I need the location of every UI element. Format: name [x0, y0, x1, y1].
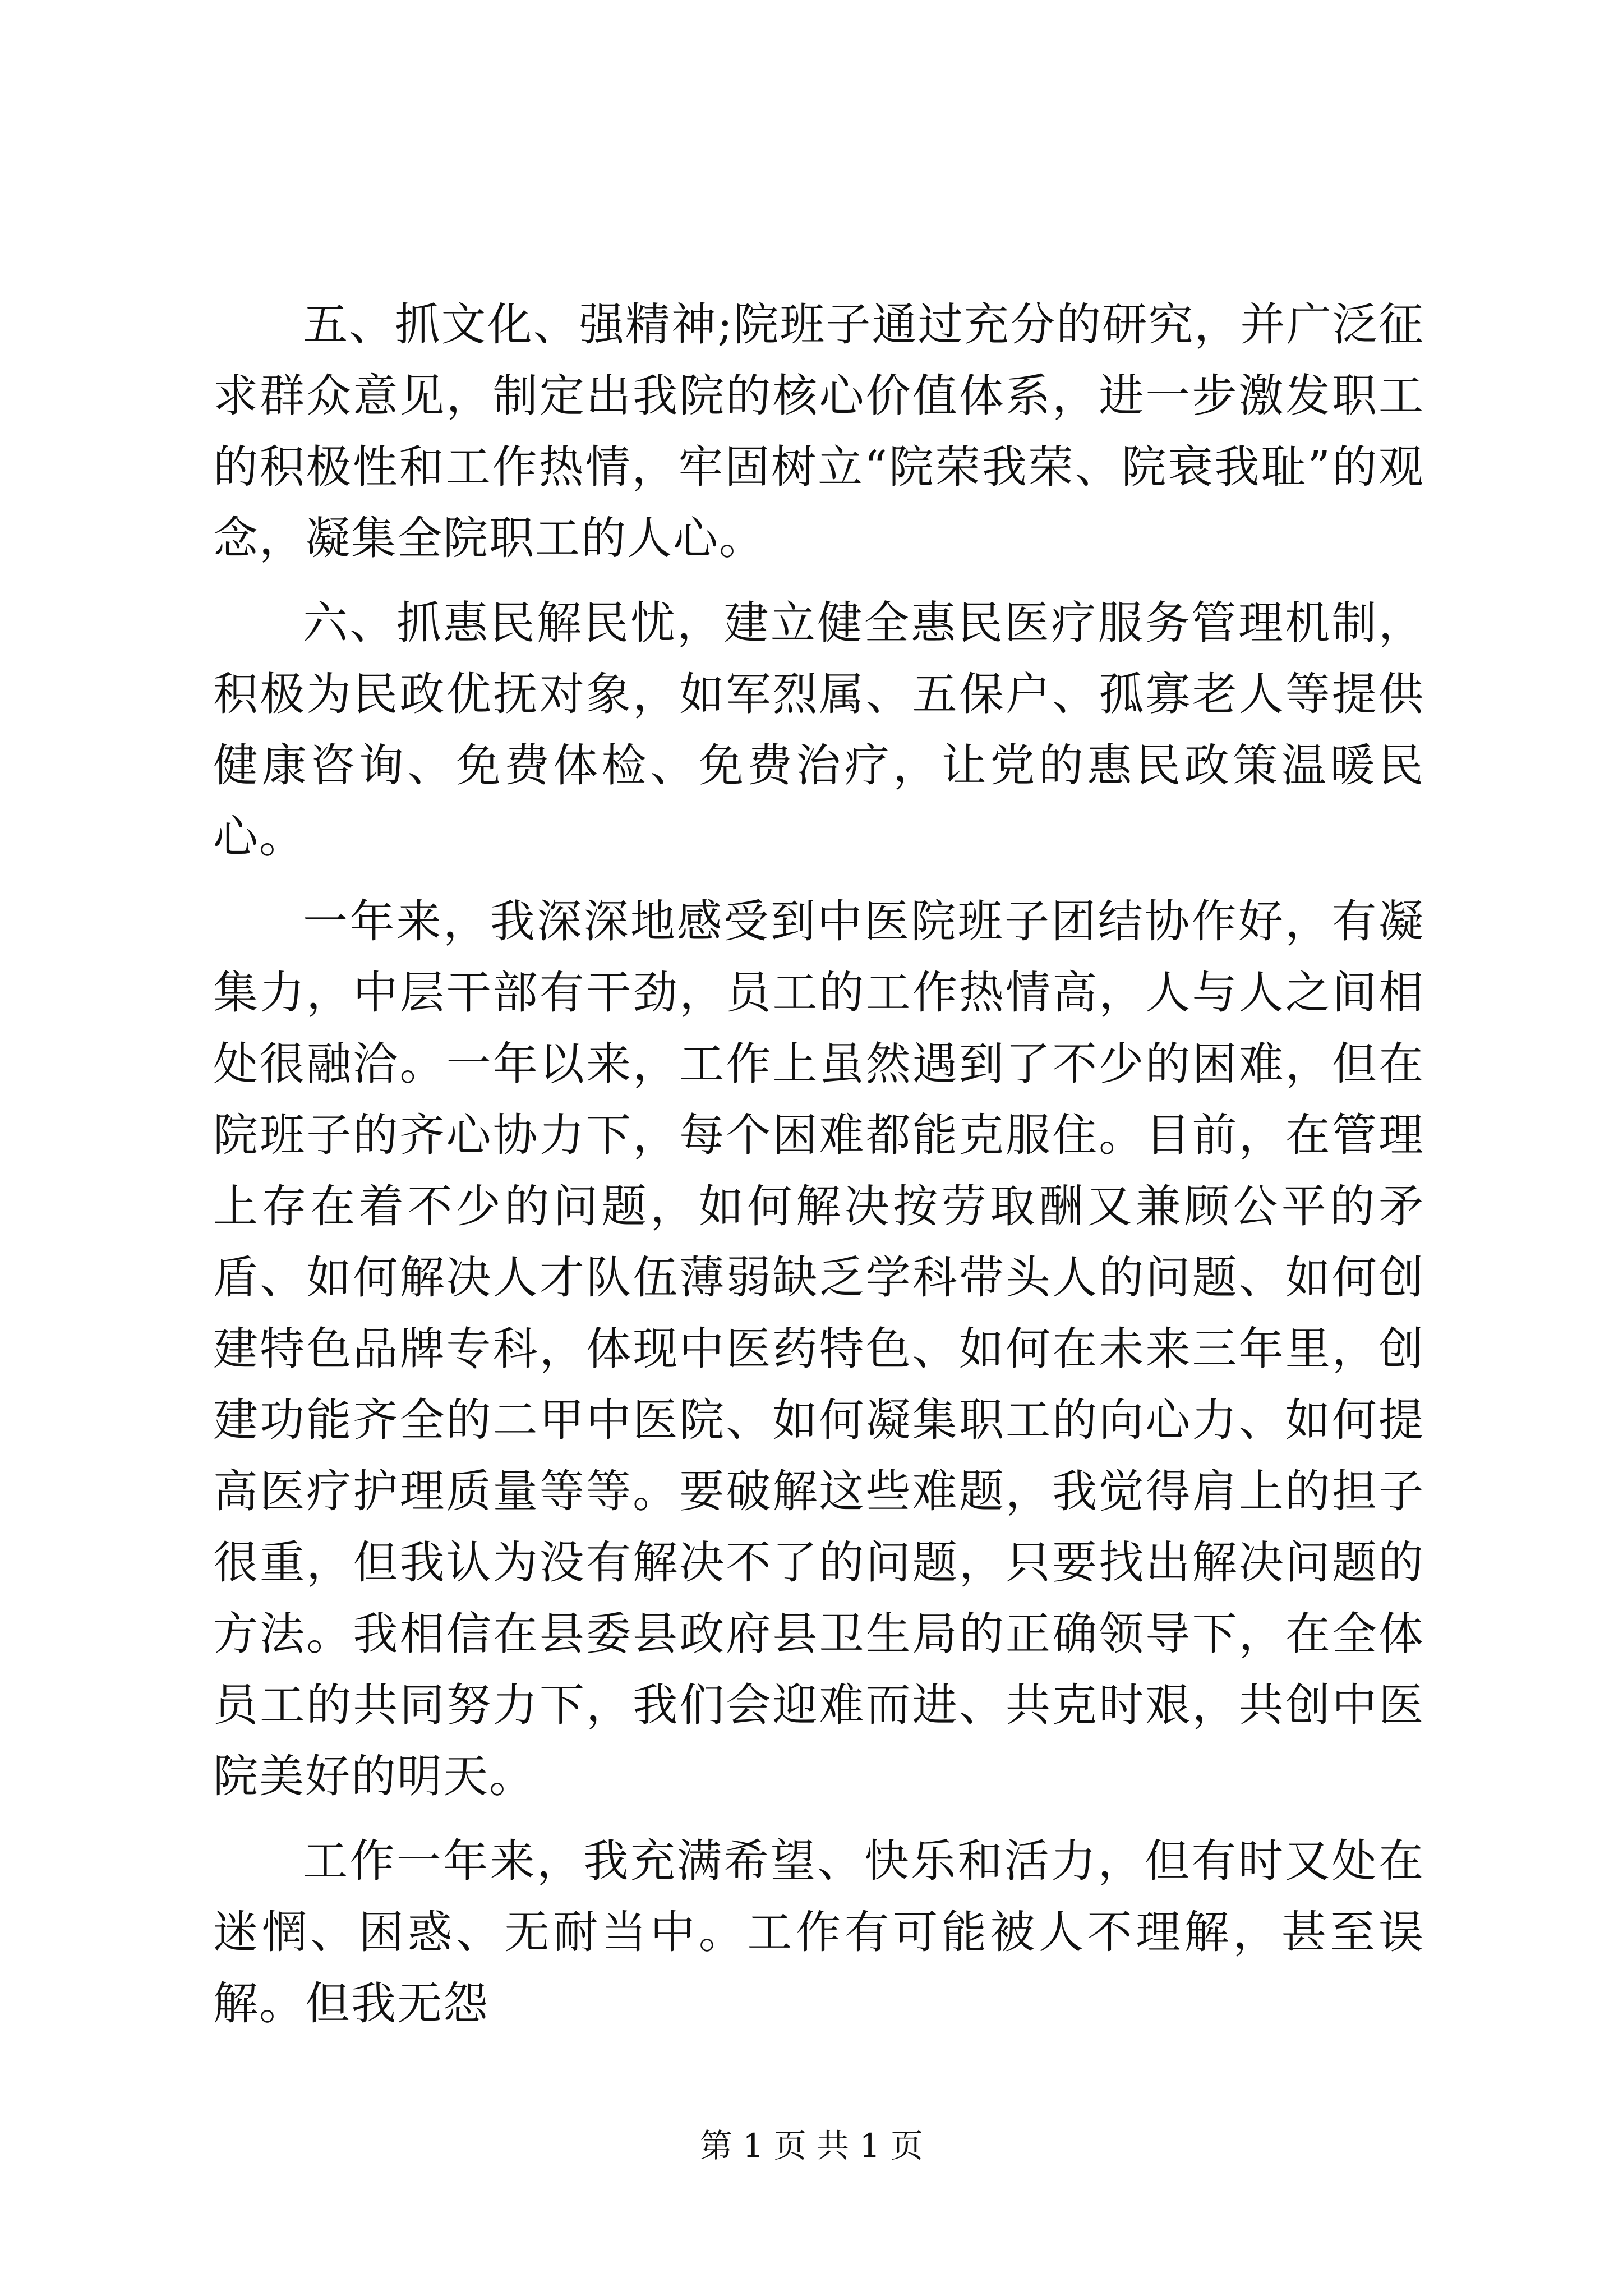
paragraph-reflection: 工作一年来，我充满希望、快乐和活力，但有时又处在迷惘、困惑、无耐当中。工作有可能被人不理解，甚至误解。但我无怨: [213, 1835, 1424, 2030]
paragraph-culture: 五、抓文化、强精神;院班子通过充分的研究，并广泛征求群众意见，制定出我院的核心价值体系，进一步激发职工的积极性和工作热情，牢固树立“院荣我荣、院衰我耻”的观念，凝集全院职工的人心。: [213, 298, 1424, 564]
paragraph-year-review: 一年来，我深深地感受到中医院班子团结协作好，有凝集力，中层干部有干劲，员工的工作热情高，人与人之间相处很融洽。一年以来，工作上虽然遇到了不少的困难，但在院班子的齐心协力下，每个困难都能克服住。目前，在管理上存在着不少的问题，如何解决按劳取酬又兼顾公平的矛盾、如何解决人才队伍薄弱缺乏学科带头人的问题、如何创建特色品牌专科，体现中医药特色、如何在未来三年里，创建功能齐全的二甲中医院、如何凝集职工的向心力、如何提高医疗护理质量等等。要破解这些难题，我觉得肩上的担子很重，但我认为没有解决不了的问题，只要找出解决问题的方法。我相信在县委县政府县卫生局的正确领导下，在全体员工的共同努力下，我们会迎难而进、共克时艰，共创中医院美好的明天。: [213, 895, 1424, 1802]
paragraph-people-welfare: 六、抓惠民解民忧，建立健全惠民医疗服务管理机制，积极为民政优抚对象，如军烈属、五保户、孤寡老人等提供健康咨询、免费体检、免费治疗，让党的惠民政策温暖民心。: [213, 597, 1424, 863]
page-footer: 第 1 页 共 1 页: [700, 2127, 923, 2165]
document-body: [213, 289, 1424, 2053]
